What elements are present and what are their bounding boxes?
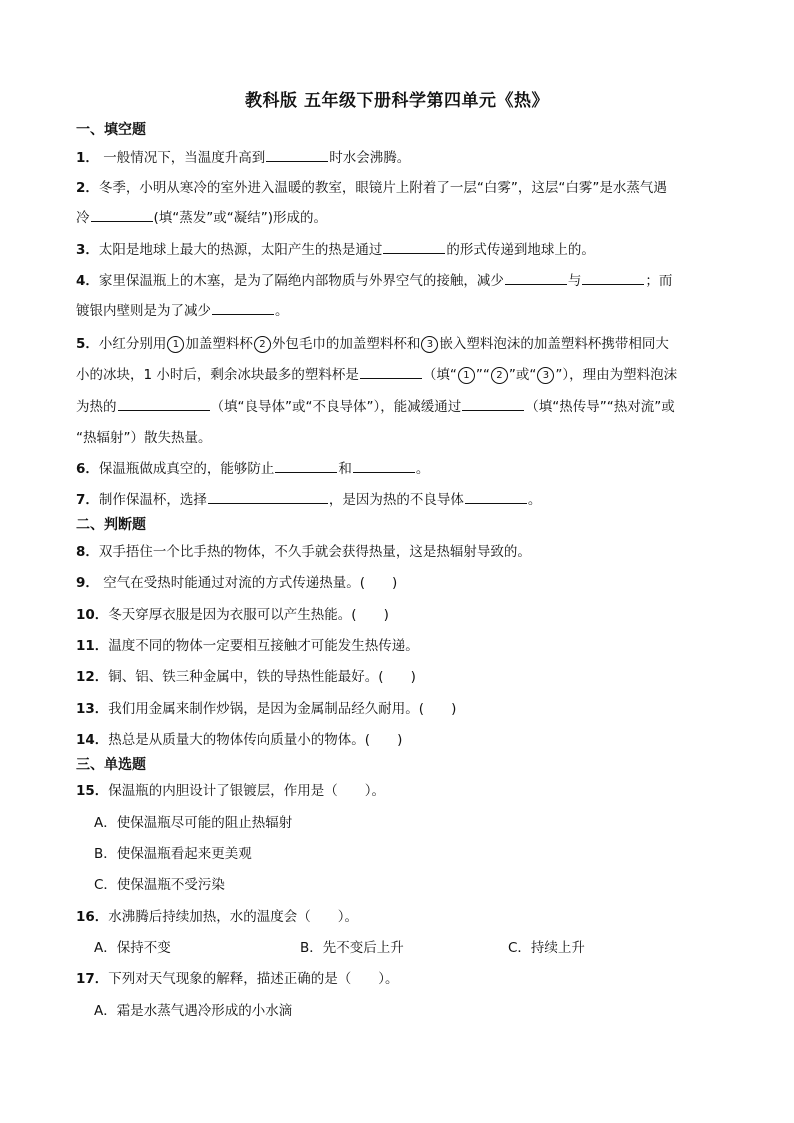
question-15: 15．保温瓶的内胆设计了银镀层，作用是（ ）。 [76, 783, 386, 799]
question-15-option-c[interactable]: C．使保温瓶不受污染 [94, 877, 225, 893]
question-16-option-a[interactable]: A．保持不变 [94, 940, 171, 956]
question-17-option-a[interactable]: A．霜是水蒸气遇冷形成的小水滴 [94, 1003, 293, 1019]
question-2: 2．冬季，小明从寒冷的室外进入温暖的教室，眼镜片上附着了一层“白雾”，这层“白雾”是水蒸气遇 [76, 180, 667, 196]
question-11: 11．温度不同的物体一定要相互接触才可能发生热传递。 [76, 638, 419, 654]
question-15-option-a[interactable]: A．使保温瓶尽可能的阻止热辐射 [94, 815, 293, 831]
question-12: 12．铜、铝、铁三种金属中，铁的导热性能最好。( ) [76, 669, 416, 685]
answer-blank[interactable] [91, 207, 153, 222]
question-14: 14．热总是从质量大的物体传向质量小的物体。( ) [76, 732, 403, 748]
circled-number-2: 2 [491, 367, 508, 384]
question-7: 7．制作保温杯，选择 ，是因为热的不良导体 。 [76, 488, 726, 508]
question-17: 17．下列对天气现象的解释，描述正确的是（ ）。 [76, 971, 399, 987]
circled-number-1: 1 [458, 367, 475, 384]
question-5-cont-1: 小的冰块，1 小时后，剩余冰块最多的塑料杯是 （填“ 1 ”“ 2 ”或“ 3 ”），理由为塑料泡沫 [76, 363, 726, 384]
answer-blank[interactable] [465, 489, 527, 504]
answer-blank[interactable] [212, 300, 274, 315]
question-15-option-b[interactable]: B．使保温瓶看起来更美观 [94, 846, 252, 862]
answer-blank[interactable] [266, 147, 328, 162]
question-16-option-b[interactable]: B．先不变后上升 [300, 940, 404, 956]
section-heading-fill-in: 一、填空题 [76, 122, 146, 138]
question-5-cont-2: 为热的 （填“良导体”或“不良导体”），能减缓通过 （填“热传导”“热对流”或 [76, 395, 726, 415]
answer-blank[interactable] [582, 270, 644, 285]
circled-number-3: 3 [537, 367, 554, 384]
question-10: 10．冬天穿厚衣服是因为衣服可以产生热能。( ) [76, 607, 389, 623]
question-4: 4．家里保温瓶上的木塞，是为了隔绝内部物质与外界空气的接触，减少 与 ；而 [76, 269, 726, 289]
question-5-cont-3: “热辐射”）散失热量。 [76, 430, 212, 446]
question-16: 16．水沸腾后持续加热，水的温度会（ ）。 [76, 909, 359, 925]
answer-blank[interactable] [383, 239, 445, 254]
answer-blank[interactable] [462, 396, 524, 411]
answer-blank[interactable] [118, 396, 210, 411]
answer-blank[interactable] [360, 364, 422, 379]
answer-blank[interactable] [353, 458, 415, 473]
answer-blank[interactable] [208, 489, 328, 504]
section-heading-single-choice: 三、单选题 [76, 757, 146, 773]
question-3: 3．太阳是地球上最大的热源，太阳产生的热是通过 的形式传递到地球上的。 [76, 238, 726, 258]
page-title: 教科版 五年级下册科学第四单元《热》 [245, 91, 549, 111]
circled-number-2: 2 [254, 336, 271, 353]
question-16-option-c[interactable]: C．持续上升 [508, 940, 585, 956]
circled-number-1: 1 [167, 336, 184, 353]
question-9: 9． 空气在受热时能通过对流的方式传递热量。( ) [76, 575, 398, 591]
question-8: 8．双手捂住一个比手热的物体，不久手就会获得热量，这是热辐射导致的。 [76, 544, 531, 560]
answer-blank[interactable] [505, 270, 567, 285]
question-2-cont: 冷 (填“蒸发”或“凝结”)形成的。 [76, 206, 726, 226]
circled-number-3: 3 [421, 336, 438, 353]
answer-blank[interactable] [275, 458, 337, 473]
question-1: 1． 一般情况下，当温度升高到 时水会沸腾。 [76, 146, 726, 166]
question-5: 5．小红分别用 1 加盖塑料杯 2 外包毛巾的加盖塑料杯和 3 嵌入塑料泡沫的加盖塑料杯携带相同大 [76, 336, 669, 352]
question-4-cont: 镀银内壁则是为了减少 。 [76, 299, 726, 319]
section-heading-true-false: 二、判断题 [76, 517, 146, 533]
question-13: 13．我们用金属来制作炒锅，是因为金属制品经久耐用。( ) [76, 701, 457, 717]
question-6: 6．保温瓶做成真空的，能够防止 和 。 [76, 457, 726, 477]
